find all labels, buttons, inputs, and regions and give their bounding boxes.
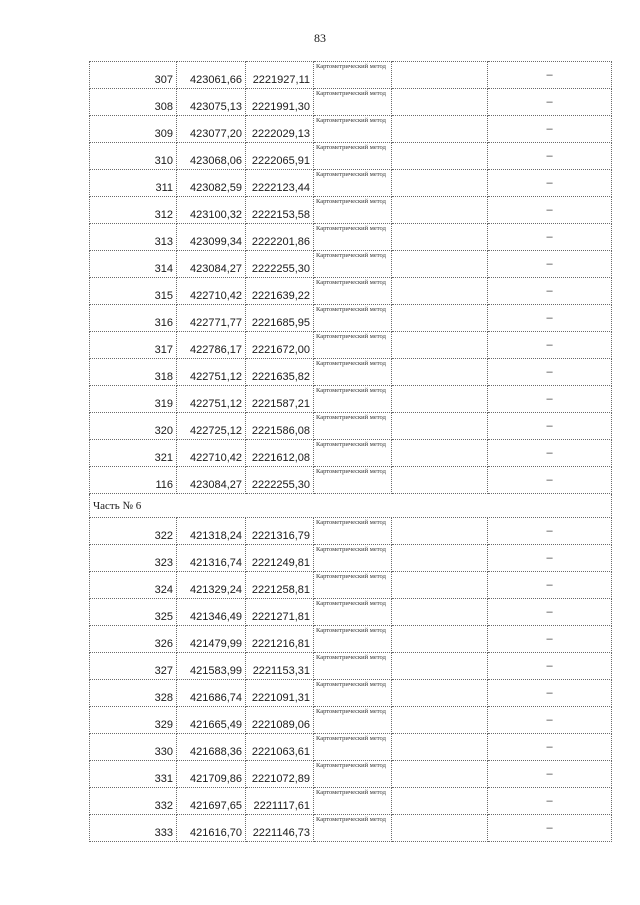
x-coordinate-cell: 423068,06 [177, 143, 246, 170]
note-cell: – [488, 788, 612, 815]
note-cell: – [488, 62, 612, 89]
table-row [90, 815, 612, 842]
y-coordinate-cell: 2221635,82 [246, 359, 314, 386]
table-row [90, 89, 612, 116]
method-cell: Картометрический метод [314, 197, 392, 224]
empty-cell [392, 386, 488, 413]
table-row [90, 467, 612, 494]
y-coordinate-cell: 2221258,81 [246, 572, 314, 599]
method-cell: Картометрический метод [314, 62, 392, 89]
note-cell: – [488, 680, 612, 707]
y-coordinate-cell: 2221089,06 [246, 707, 314, 734]
point-number-cell: 317 [90, 332, 177, 359]
x-coordinate-cell: 421318,24 [177, 518, 246, 545]
x-coordinate-cell: 422786,17 [177, 332, 246, 359]
note-cell: – [488, 197, 612, 224]
table-row [90, 305, 612, 332]
method-cell: Картометрический метод [314, 572, 392, 599]
point-number-cell: 332 [90, 788, 177, 815]
y-coordinate-cell: 2221685,95 [246, 305, 314, 332]
empty-cell [392, 599, 488, 626]
point-number-cell: 319 [90, 386, 177, 413]
table-row [90, 518, 612, 545]
method-cell: Картометрический метод [314, 761, 392, 788]
empty-cell [392, 305, 488, 332]
note-cell: – [488, 761, 612, 788]
empty-cell [392, 788, 488, 815]
empty-cell [392, 467, 488, 494]
table-row [90, 386, 612, 413]
method-cell: Картометрический метод [314, 815, 392, 842]
method-cell: Картометрический метод [314, 707, 392, 734]
method-cell: Картометрический метод [314, 599, 392, 626]
table-row [90, 680, 612, 707]
x-coordinate-cell: 421616,70 [177, 815, 246, 842]
table-row [90, 143, 612, 170]
y-coordinate-cell: 2221153,31 [246, 653, 314, 680]
method-cell: Картометрический метод [314, 278, 392, 305]
table-row [90, 170, 612, 197]
table-row [90, 734, 612, 761]
table-row [90, 251, 612, 278]
note-cell: – [488, 815, 612, 842]
x-coordinate-cell: 421329,24 [177, 572, 246, 599]
note-cell: – [488, 707, 612, 734]
empty-cell [392, 170, 488, 197]
page-number: 83 [314, 31, 326, 45]
section-row [90, 494, 612, 518]
y-coordinate-cell: 2221063,61 [246, 734, 314, 761]
table-row [90, 224, 612, 251]
point-number-cell: 310 [90, 143, 177, 170]
table-row [90, 788, 612, 815]
note-cell: – [488, 224, 612, 251]
method-cell: Картометрический метод [314, 545, 392, 572]
x-coordinate-cell: 421709,86 [177, 761, 246, 788]
x-coordinate-cell: 423061,66 [177, 62, 246, 89]
section-header [90, 494, 612, 518]
table-row [90, 413, 612, 440]
note-cell: – [488, 572, 612, 599]
y-coordinate-cell: 2221587,21 [246, 386, 314, 413]
table-row [90, 332, 612, 359]
note-cell: – [488, 89, 612, 116]
empty-cell [392, 278, 488, 305]
point-number-cell: 323 [90, 545, 177, 572]
y-coordinate-cell: 2222255,30 [246, 251, 314, 278]
y-coordinate-cell: 2222153,58 [246, 197, 314, 224]
x-coordinate-cell: 422771,77 [177, 305, 246, 332]
method-cell: Картометрический метод [314, 413, 392, 440]
table-row [90, 761, 612, 788]
x-coordinate-cell: 423099,34 [177, 224, 246, 251]
table-body-part-a [90, 62, 612, 494]
empty-cell [392, 707, 488, 734]
point-number-cell: 324 [90, 572, 177, 599]
point-number-cell: 320 [90, 413, 177, 440]
y-coordinate-cell: 2222029,13 [246, 116, 314, 143]
note-cell: – [488, 413, 612, 440]
table-row [90, 359, 612, 386]
note-cell: – [488, 518, 612, 545]
empty-cell [392, 440, 488, 467]
point-number-cell: 308 [90, 89, 177, 116]
note-cell: – [488, 653, 612, 680]
x-coordinate-cell: 421688,36 [177, 734, 246, 761]
point-number-cell: 315 [90, 278, 177, 305]
empty-cell [392, 761, 488, 788]
point-number-cell: 326 [90, 626, 177, 653]
coordinates-table [89, 61, 612, 842]
method-cell: Картометрический метод [314, 116, 392, 143]
y-coordinate-cell: 2221991,30 [246, 89, 314, 116]
method-cell: Картометрический метод [314, 653, 392, 680]
method-cell: Картометрический метод [314, 251, 392, 278]
table-row [90, 278, 612, 305]
empty-cell [392, 251, 488, 278]
y-coordinate-cell: 2221586,08 [246, 413, 314, 440]
y-coordinate-cell: 2222065,91 [246, 143, 314, 170]
note-cell: – [488, 170, 612, 197]
point-number-cell: 316 [90, 305, 177, 332]
empty-cell [392, 197, 488, 224]
empty-cell [392, 62, 488, 89]
table-row [90, 572, 612, 599]
y-coordinate-cell: 2221316,79 [246, 518, 314, 545]
point-number-cell: 325 [90, 599, 177, 626]
x-coordinate-cell: 423084,27 [177, 467, 246, 494]
empty-cell [392, 572, 488, 599]
point-number-cell: 321 [90, 440, 177, 467]
x-coordinate-cell: 422710,42 [177, 440, 246, 467]
method-cell: Картометрический метод [314, 170, 392, 197]
empty-cell [392, 626, 488, 653]
x-coordinate-cell: 422725,12 [177, 413, 246, 440]
x-coordinate-cell: 421346,49 [177, 599, 246, 626]
y-coordinate-cell: 2221672,00 [246, 332, 314, 359]
method-cell: Картометрический метод [314, 305, 392, 332]
empty-cell [392, 413, 488, 440]
method-cell: Картометрический метод [314, 89, 392, 116]
method-cell: Картометрический метод [314, 440, 392, 467]
note-cell: – [488, 332, 612, 359]
y-coordinate-cell: 2221216,81 [246, 626, 314, 653]
table-row [90, 626, 612, 653]
note-cell: – [488, 626, 612, 653]
point-number-cell: 116 [90, 467, 177, 494]
empty-cell [392, 653, 488, 680]
note-cell: – [488, 386, 612, 413]
x-coordinate-cell: 422710,42 [177, 278, 246, 305]
y-coordinate-cell: 2221639,22 [246, 278, 314, 305]
empty-cell [392, 143, 488, 170]
y-coordinate-cell: 2221927,11 [246, 62, 314, 89]
y-coordinate-cell: 2221091,31 [246, 680, 314, 707]
note-cell: – [488, 734, 612, 761]
x-coordinate-cell: 423075,13 [177, 89, 246, 116]
method-cell: Картометрический метод [314, 788, 392, 815]
y-coordinate-cell: 2221072,89 [246, 761, 314, 788]
note-cell: – [488, 143, 612, 170]
x-coordinate-cell: 422751,12 [177, 359, 246, 386]
table-row [90, 116, 612, 143]
table-row [90, 545, 612, 572]
point-number-cell: 307 [90, 62, 177, 89]
note-cell: – [488, 305, 612, 332]
point-number-cell: 311 [90, 170, 177, 197]
note-cell: – [488, 545, 612, 572]
method-cell: Картометрический метод [314, 467, 392, 494]
empty-cell [392, 734, 488, 761]
table-row [90, 197, 612, 224]
empty-cell [392, 332, 488, 359]
empty-cell [392, 518, 488, 545]
note-cell: – [488, 440, 612, 467]
empty-cell [392, 116, 488, 143]
y-coordinate-cell: 2221249,81 [246, 545, 314, 572]
note-cell: – [488, 116, 612, 143]
point-number-cell: 333 [90, 815, 177, 842]
y-coordinate-cell: 2222255,30 [246, 467, 314, 494]
y-coordinate-cell: 2221271,81 [246, 599, 314, 626]
point-number-cell: 312 [90, 197, 177, 224]
method-cell: Картометрический метод [314, 626, 392, 653]
table-row [90, 440, 612, 467]
x-coordinate-cell: 421686,74 [177, 680, 246, 707]
note-cell: – [488, 467, 612, 494]
empty-cell [392, 224, 488, 251]
point-number-cell: 318 [90, 359, 177, 386]
point-number-cell: 330 [90, 734, 177, 761]
y-coordinate-cell: 2221612,08 [246, 440, 314, 467]
y-coordinate-cell: 2222201,86 [246, 224, 314, 251]
x-coordinate-cell: 421479,99 [177, 626, 246, 653]
method-cell: Картометрический метод [314, 224, 392, 251]
x-coordinate-cell: 423084,27 [177, 251, 246, 278]
section-label: Часть № 6 [90, 494, 612, 518]
table-row [90, 62, 612, 89]
point-number-cell: 313 [90, 224, 177, 251]
point-number-cell: 329 [90, 707, 177, 734]
point-number-cell: 322 [90, 518, 177, 545]
empty-cell [392, 359, 488, 386]
point-number-cell: 309 [90, 116, 177, 143]
note-cell: – [488, 599, 612, 626]
x-coordinate-cell: 422751,12 [177, 386, 246, 413]
empty-cell [392, 680, 488, 707]
method-cell: Картометрический метод [314, 359, 392, 386]
note-cell: – [488, 359, 612, 386]
x-coordinate-cell: 421316,74 [177, 545, 246, 572]
point-number-cell: 328 [90, 680, 177, 707]
method-cell: Картометрический метод [314, 518, 392, 545]
table-row [90, 707, 612, 734]
method-cell: Картометрический метод [314, 680, 392, 707]
y-coordinate-cell: 2221146,73 [246, 815, 314, 842]
table-row [90, 599, 612, 626]
x-coordinate-cell: 423082,59 [177, 170, 246, 197]
method-cell: Картометрический метод [314, 332, 392, 359]
method-cell: Картометрический метод [314, 386, 392, 413]
empty-cell [392, 545, 488, 572]
table-row [90, 653, 612, 680]
y-coordinate-cell: 2222123,44 [246, 170, 314, 197]
empty-cell [392, 89, 488, 116]
method-cell: Картометрический метод [314, 734, 392, 761]
empty-cell [392, 815, 488, 842]
x-coordinate-cell: 421665,49 [177, 707, 246, 734]
point-number-cell: 331 [90, 761, 177, 788]
x-coordinate-cell: 421583,99 [177, 653, 246, 680]
note-cell: – [488, 278, 612, 305]
table-body-part-b [90, 518, 612, 842]
x-coordinate-cell: 423077,20 [177, 116, 246, 143]
note-cell: – [488, 251, 612, 278]
y-coordinate-cell: 2221117,61 [246, 788, 314, 815]
x-coordinate-cell: 423100,32 [177, 197, 246, 224]
point-number-cell: 327 [90, 653, 177, 680]
point-number-cell: 314 [90, 251, 177, 278]
method-cell: Картометрический метод [314, 143, 392, 170]
x-coordinate-cell: 421697,65 [177, 788, 246, 815]
